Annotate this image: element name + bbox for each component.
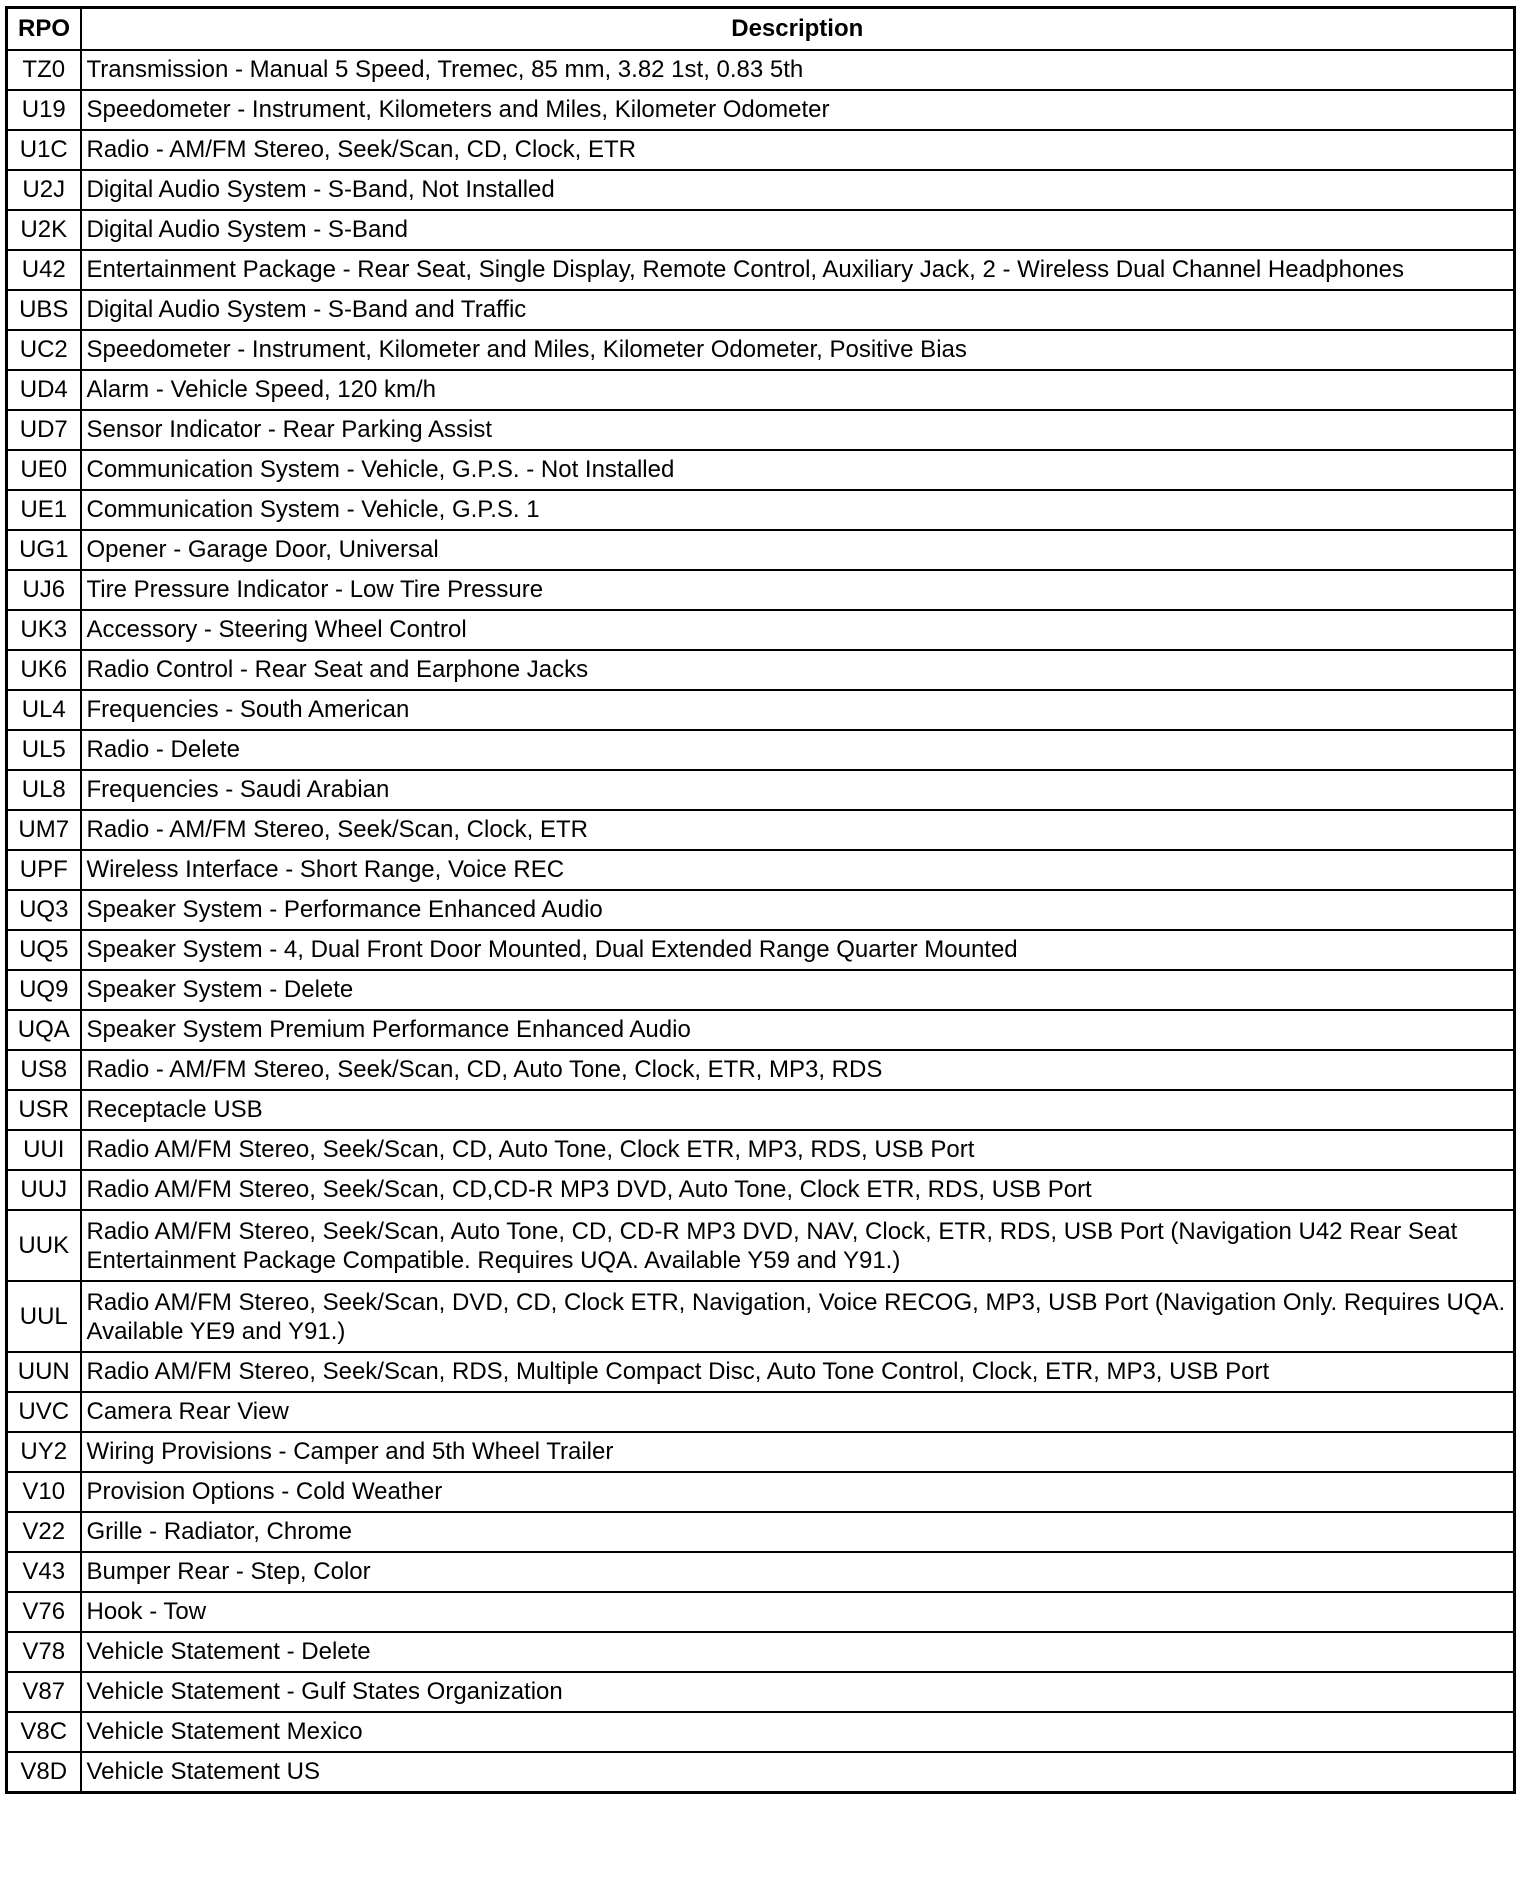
table-row	[7, 1130, 1515, 1170]
table-row	[7, 770, 1515, 810]
description-cell: Wireless Interface - Short Range, Voice REC	[81, 850, 1515, 890]
rpo-code-cell: UQ9	[7, 970, 81, 1010]
rpo-code-cell: UUK	[7, 1210, 81, 1281]
header-row	[7, 8, 1515, 51]
table-row	[7, 1672, 1515, 1712]
description-cell: Radio AM/FM Stereo, Seek/Scan, RDS, Multiple Compact Disc, Auto Tone Control, Clock, ETR, MP3, USB Port	[81, 1352, 1515, 1392]
table-row	[7, 1090, 1515, 1130]
table-row	[7, 1552, 1515, 1592]
rpo-code-cell: US8	[7, 1050, 81, 1090]
rpo-code-cell: UQA	[7, 1010, 81, 1050]
rpo-code-cell: V8D	[7, 1752, 81, 1792]
description-cell: Communication System - Vehicle, G.P.S. - Not Installed	[81, 450, 1515, 490]
table-row	[7, 410, 1515, 450]
table-row	[7, 250, 1515, 290]
table-row	[7, 1432, 1515, 1472]
rpo-code-cell: UD7	[7, 410, 81, 450]
rpo-code-cell: UPF	[7, 850, 81, 890]
description-cell: Frequencies - Saudi Arabian	[81, 770, 1515, 810]
table-row	[7, 890, 1515, 930]
description-cell: Opener - Garage Door, Universal	[81, 530, 1515, 570]
table-row	[7, 610, 1515, 650]
description-cell: Radio AM/FM Stereo, Seek/Scan, CD,CD-R MP3 DVD, Auto Tone, Clock ETR, RDS, USB Port	[81, 1170, 1515, 1210]
table-row	[7, 1592, 1515, 1632]
rpo-code-cell: UY2	[7, 1432, 81, 1472]
rpo-code-cell: V22	[7, 1512, 81, 1552]
rpo-code-cell: UD4	[7, 370, 81, 410]
description-cell: Accessory - Steering Wheel Control	[81, 610, 1515, 650]
rpo-code-cell: UE1	[7, 490, 81, 530]
table-row	[7, 1050, 1515, 1090]
rpo-code-cell: U19	[7, 90, 81, 130]
rpo-code-cell: UC2	[7, 330, 81, 370]
table-row	[7, 930, 1515, 970]
table-row	[7, 1210, 1515, 1281]
rpo-code-cell: V43	[7, 1552, 81, 1592]
table-header	[7, 8, 1515, 51]
rpo-code-cell: UL4	[7, 690, 81, 730]
rpo-code-cell: USR	[7, 1090, 81, 1130]
rpo-code-cell: V8C	[7, 1712, 81, 1752]
table-row	[7, 1010, 1515, 1050]
description-cell: Vehicle Statement - Delete	[81, 1632, 1515, 1672]
description-cell: Vehicle Statement US	[81, 1752, 1515, 1792]
description-cell: Entertainment Package - Rear Seat, Single Display, Remote Control, Auxiliary Jack, 2 - Wireless Dual Channel Headphones	[81, 250, 1515, 290]
description-cell: Camera Rear View	[81, 1392, 1515, 1432]
rpo-code-cell: V87	[7, 1672, 81, 1712]
table-body	[7, 50, 1515, 1792]
header-description: Description	[81, 8, 1515, 51]
rpo-code-cell: UL5	[7, 730, 81, 770]
table-row	[7, 210, 1515, 250]
description-cell: Radio AM/FM Stereo, Seek/Scan, DVD, CD, Clock ETR, Navigation, Voice RECOG, MP3, USB Port (Navigation Only. Requires UQA. Available YE9 and Y91.)	[81, 1281, 1515, 1352]
table-row	[7, 1472, 1515, 1512]
rpo-code-cell: UJ6	[7, 570, 81, 610]
table-row	[7, 290, 1515, 330]
description-cell: Sensor Indicator - Rear Parking Assist	[81, 410, 1515, 450]
table-row	[7, 1752, 1515, 1792]
rpo-code-cell: V10	[7, 1472, 81, 1512]
table-row	[7, 730, 1515, 770]
description-cell: Speaker System Premium Performance Enhanced Audio	[81, 1010, 1515, 1050]
rpo-table	[5, 6, 1516, 1794]
rpo-code-cell: UUL	[7, 1281, 81, 1352]
description-cell: Grille - Radiator, Chrome	[81, 1512, 1515, 1552]
description-cell: Transmission - Manual 5 Speed, Tremec, 85 mm, 3.82 1st, 0.83 5th	[81, 50, 1515, 90]
rpo-code-cell: UE0	[7, 450, 81, 490]
description-cell: Digital Audio System - S-Band and Traffic	[81, 290, 1515, 330]
description-cell: Digital Audio System - S-Band	[81, 210, 1515, 250]
table-row	[7, 1170, 1515, 1210]
rpo-code-cell: UUI	[7, 1130, 81, 1170]
rpo-code-cell: UK3	[7, 610, 81, 650]
rpo-code-cell: UK6	[7, 650, 81, 690]
description-cell: Bumper Rear - Step, Color	[81, 1552, 1515, 1592]
description-cell: Vehicle Statement - Gulf States Organization	[81, 1672, 1515, 1712]
table-row	[7, 90, 1515, 130]
rpo-code-cell: UVC	[7, 1392, 81, 1432]
description-cell: Frequencies - South American	[81, 690, 1515, 730]
description-cell: Speedometer - Instrument, Kilometers and Miles, Kilometer Odometer	[81, 90, 1515, 130]
table-row	[7, 850, 1515, 890]
description-cell: Radio AM/FM Stereo, Seek/Scan, CD, Auto Tone, Clock ETR, MP3, RDS, USB Port	[81, 1130, 1515, 1170]
rpo-code-cell: V76	[7, 1592, 81, 1632]
table-row	[7, 1392, 1515, 1432]
table-row	[7, 650, 1515, 690]
rpo-code-cell: U2K	[7, 210, 81, 250]
table-row	[7, 570, 1515, 610]
rpo-code-cell: UBS	[7, 290, 81, 330]
rpo-code-cell: U42	[7, 250, 81, 290]
rpo-code-cell: UQ5	[7, 930, 81, 970]
description-cell: Wiring Provisions - Camper and 5th Wheel Trailer	[81, 1432, 1515, 1472]
table-row	[7, 450, 1515, 490]
description-cell: Radio Control - Rear Seat and Earphone Jacks	[81, 650, 1515, 690]
table-row	[7, 50, 1515, 90]
description-cell: Speaker System - Delete	[81, 970, 1515, 1010]
rpo-code-cell: UL8	[7, 770, 81, 810]
description-cell: Speedometer - Instrument, Kilometer and Miles, Kilometer Odometer, Positive Bias	[81, 330, 1515, 370]
rpo-code-cell: UUJ	[7, 1170, 81, 1210]
description-cell: Radio - AM/FM Stereo, Seek/Scan, CD, Auto Tone, Clock, ETR, MP3, RDS	[81, 1050, 1515, 1090]
table-row	[7, 130, 1515, 170]
table-row	[7, 690, 1515, 730]
rpo-code-cell: UQ3	[7, 890, 81, 930]
table-row	[7, 1281, 1515, 1352]
description-cell: Receptacle USB	[81, 1090, 1515, 1130]
description-cell: Alarm - Vehicle Speed, 120 km/h	[81, 370, 1515, 410]
rpo-code-cell: TZ0	[7, 50, 81, 90]
table-row	[7, 970, 1515, 1010]
table-row	[7, 490, 1515, 530]
description-cell: Radio - Delete	[81, 730, 1515, 770]
table-row	[7, 1512, 1515, 1552]
description-cell: Provision Options - Cold Weather	[81, 1472, 1515, 1512]
rpo-code-cell: U2J	[7, 170, 81, 210]
header-rpo: RPO	[7, 8, 81, 51]
rpo-code-cell: UM7	[7, 810, 81, 850]
description-cell: Communication System - Vehicle, G.P.S. 1	[81, 490, 1515, 530]
description-cell: Vehicle Statement Mexico	[81, 1712, 1515, 1752]
table-row	[7, 370, 1515, 410]
rpo-code-cell: UG1	[7, 530, 81, 570]
table-row	[7, 1632, 1515, 1672]
description-cell: Speaker System - Performance Enhanced Audio	[81, 890, 1515, 930]
table-row	[7, 1712, 1515, 1752]
description-cell: Radio - AM/FM Stereo, Seek/Scan, CD, Clock, ETR	[81, 130, 1515, 170]
table-row	[7, 530, 1515, 570]
table-row	[7, 1352, 1515, 1392]
description-cell: Radio - AM/FM Stereo, Seek/Scan, Clock, ETR	[81, 810, 1515, 850]
description-cell: Radio AM/FM Stereo, Seek/Scan, Auto Tone, CD, CD-R MP3 DVD, NAV, Clock, ETR, RDS, USB Port (Navigation U42 Rear Seat Entertainment Package Compatible. Requires UQA. Available Y59 and Y91.)	[81, 1210, 1515, 1281]
rpo-code-cell: U1C	[7, 130, 81, 170]
description-cell: Speaker System - 4, Dual Front Door Mounted, Dual Extended Range Quarter Mounted	[81, 930, 1515, 970]
description-cell: Tire Pressure Indicator - Low Tire Pressure	[81, 570, 1515, 610]
table-row	[7, 810, 1515, 850]
rpo-code-cell: V78	[7, 1632, 81, 1672]
table-row	[7, 330, 1515, 370]
table-row	[7, 170, 1515, 210]
rpo-code-cell: UUN	[7, 1352, 81, 1392]
description-cell: Digital Audio System - S-Band, Not Installed	[81, 170, 1515, 210]
description-cell: Hook - Tow	[81, 1592, 1515, 1632]
